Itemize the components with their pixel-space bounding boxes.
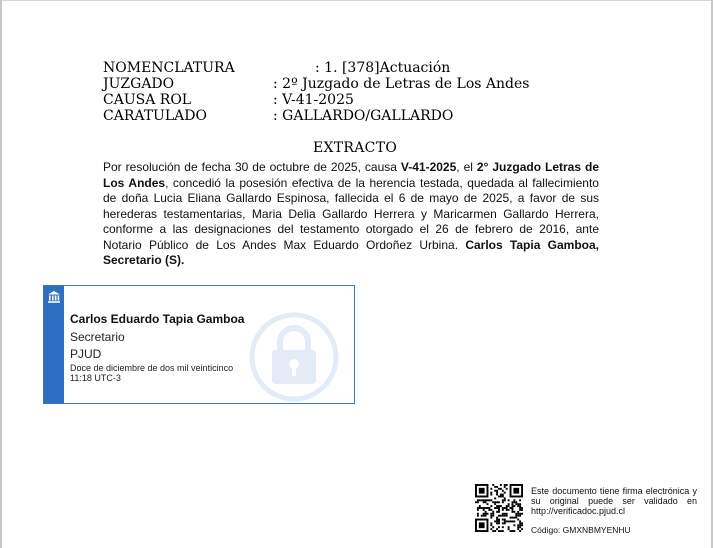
header-label: JUZGADO — [103, 76, 175, 92]
electronic-signature-box — [43, 285, 355, 404]
body-text-part: , el — [456, 160, 477, 174]
page-top-edge — [0, 0, 713, 1]
signature-date — [70, 363, 250, 383]
header-value: : 1. [378]Actuación — [315, 60, 451, 76]
header-label: CAUSA ROL — [103, 92, 192, 108]
page-left-edge — [0, 0, 2, 548]
court-name-bold: 2° Juzgado Letras de Los Andes — [103, 160, 599, 190]
signer-role: Secretario — [70, 330, 125, 344]
signer-bold: Carlos Tapia Gamboa, Secretario (S). — [103, 237, 600, 267]
body-text-part: Por resolución de fecha 30 de octubre de 2025, causa — [103, 160, 401, 174]
signer-full-name: Carlos Eduardo Tapia Gamboa — [70, 312, 245, 326]
header-value: : 2º Juzgado de Letras de Los Andes — [273, 76, 530, 92]
qr-code — [475, 484, 523, 532]
verification-note: Este documento tiene firma electrónica y su original puede ser validado en http://verificadoc.pjud.cl — [531, 486, 697, 516]
case-rol-bold: V-41-2025 — [400, 160, 457, 174]
header-value: : GALLARDO/GALLARDO — [273, 108, 454, 124]
extract-paragraph — [103, 160, 599, 269]
bank-icon — [47, 290, 61, 304]
signature-accent-bar — [44, 286, 64, 403]
body-text-part: , concedió la posesión efectiva de la herencia testada, quedada al fallecimiento de doña Lucia Eliana Gallardo Espinosa, fallecida el 6 de mayo de 2025, a favor de sus herederas testamentarias, Maria Delia Gallardo Herrera y Maricarmen Gallardo Herrera, conforme a las designaciones del testamento otorgado el 26 de febrero de 2016, ante Notario Público de Los Andes Max Eduardo Ordoñez Urbina. — [103, 175, 599, 252]
lock-icon — [247, 312, 347, 402]
signature-time-line: 11:18 UTC-3 — [70, 373, 121, 383]
header-value: : V-41-2025 — [273, 92, 354, 108]
header-label: NOMENCLATURA — [103, 60, 235, 76]
document-title: EXTRACTO — [313, 140, 398, 156]
header-label: CARATULADO — [103, 108, 207, 124]
signature-date-line: Doce de diciembre de dos mil veinticinco — [70, 363, 234, 373]
signer-organization: PJUD — [70, 347, 102, 361]
verification-code: Código: GMXNBMYENHU — [531, 525, 631, 535]
